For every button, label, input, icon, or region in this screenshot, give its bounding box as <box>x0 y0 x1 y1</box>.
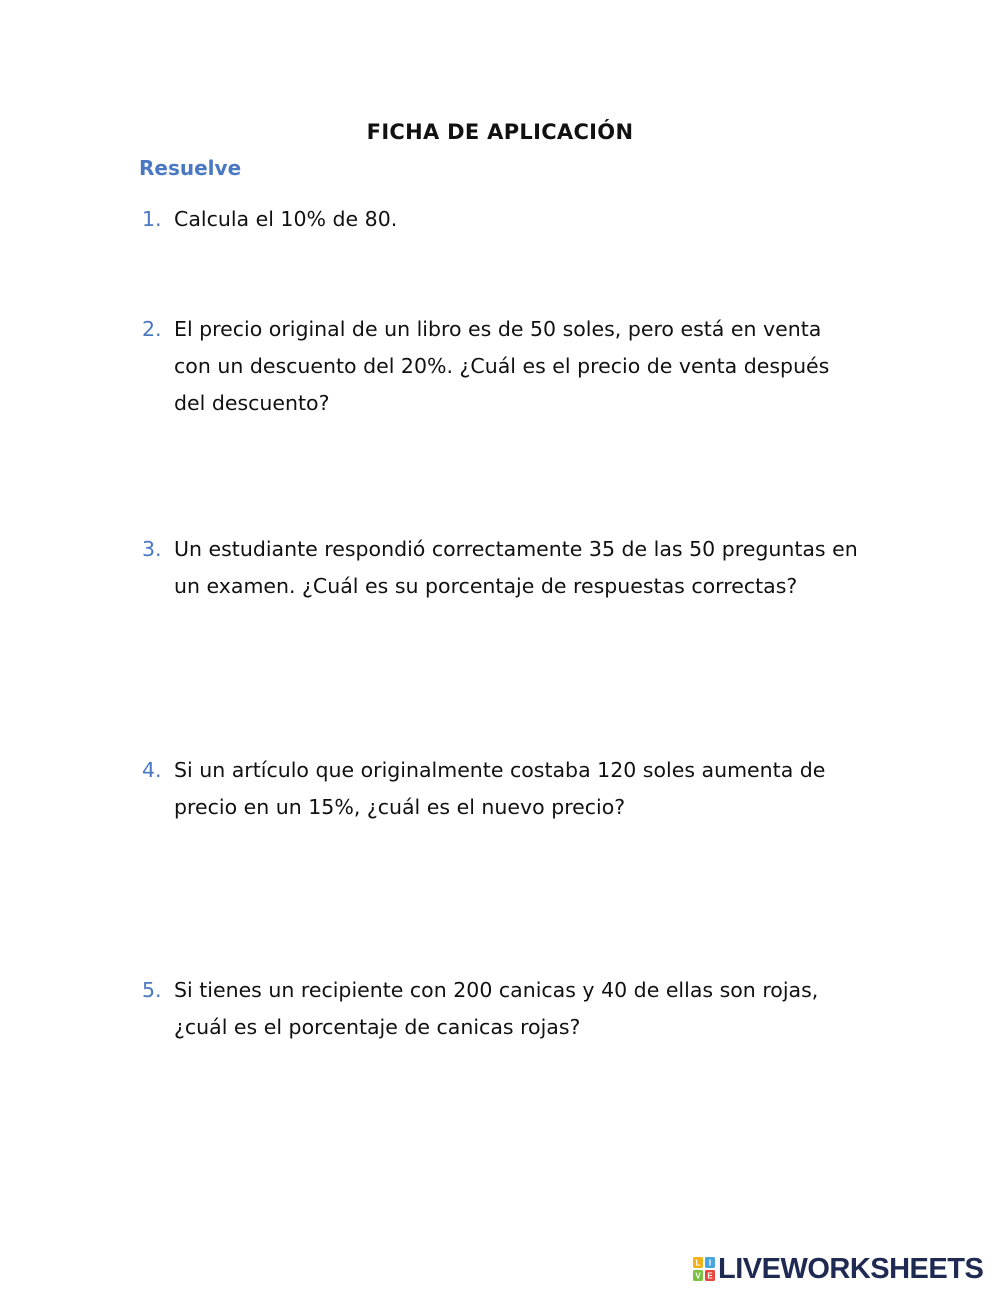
question-text: Calcula el 10% de 80. <box>174 207 398 231</box>
question-item <box>142 311 862 422</box>
question-number: 4. <box>142 758 162 782</box>
logo-letter-i: I <box>708 1258 712 1268</box>
question-item <box>142 531 862 605</box>
question-item <box>142 972 862 1046</box>
logo-letter-l: L <box>695 1258 701 1268</box>
question-text: Si un artículo que originalmente costaba 120 soles aumenta de precio en un 15%, ¿cuál es el nuevo precio? <box>174 758 826 819</box>
logo-letter-e: E <box>707 1271 713 1281</box>
liveworksheets-brand-text: LIVEWORKSHEETS <box>718 1252 984 1285</box>
question-number: 5. <box>142 978 162 1002</box>
question-item <box>142 752 862 826</box>
worksheet-title: FICHA DE APLICACIÓN <box>366 120 634 144</box>
question-text: Si tienes un recipiente con 200 canicas y 40 de ellas son rojas, ¿cuál es el porcentaje de canicas rojas? <box>174 978 819 1039</box>
logo-letter-v: V <box>695 1271 701 1281</box>
question-text: El precio original de un libro es de 50 soles, pero está en venta con un descuento del 20%. ¿Cuál es el precio de venta después del descuento? <box>174 317 830 415</box>
instruction-heading: Resuelve <box>139 156 242 180</box>
question-number: 2. <box>142 317 162 341</box>
question-number: 1. <box>142 207 162 231</box>
question-number: 3. <box>142 537 162 561</box>
question-item <box>142 201 862 238</box>
liveworksheets-logo <box>693 1254 983 1284</box>
question-text: Un estudiante respondió correctamente 35 de las 50 preguntas en un examen. ¿Cuál es su porcentaje de respuestas correctas? <box>174 537 858 598</box>
liveworksheets-logo-icon <box>693 1257 715 1281</box>
